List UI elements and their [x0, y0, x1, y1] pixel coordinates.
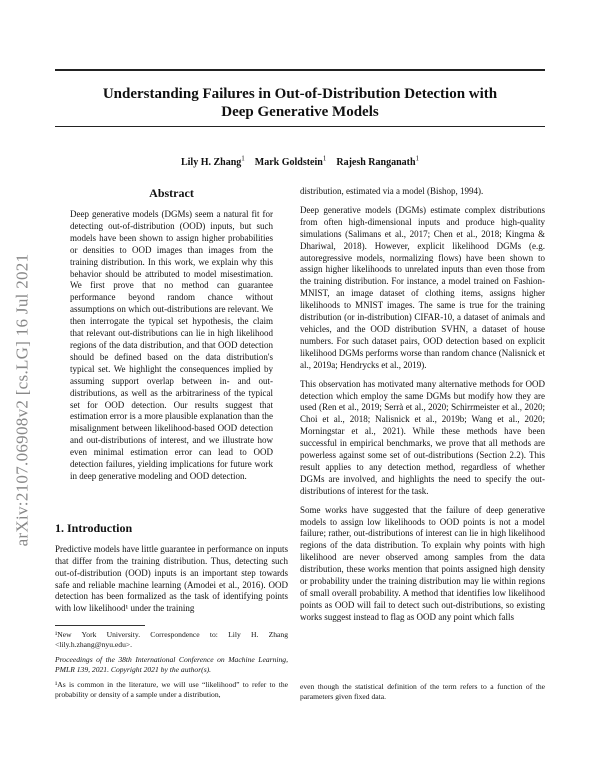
author-3: Rajesh Ranganath$^1$: [336, 155, 420, 169]
author-2: Mark Goldstein$^1$: [254, 155, 327, 169]
footnote-1: ¹As is common in the literature, we will use “likelihood” to refer to the probability or density of a sample under a distribution,: [55, 680, 288, 700]
intro-paragraph-1-cont: distribution, estimated via a model (Bishop, 1994).: [300, 186, 484, 196]
intro-paragraph-2: Deep generative models (DGMs) estimate complex distributions from often high-dimensional inputs and produce high-quality simulations (Salimans et al., 2017; Chen et al., 2018; Kingma & Dhariwal, 2018). However, explicit likelihood DGMs (e.g. autoregressive models, normalizing flows) have been shown to assign higher likelihoods to unrelated inputs than even those from the training distribution. For instance, a model trained on Fashion-MNIST, an image dataset of clothing items, assigns higher likelihoods to MNIST images. The same is true for the training distribution (or in-distribution) CIFAR-10, a dataset of animals and vehicles, and the OOD distribution SVHN, a dataset of house numbers. For such dataset pairs, OOD detection based on explicit likelihood DGMs performs worse than random chance (Nalisnick et al., 2019a; Hendrycks et al., 2019).: [300, 204, 545, 370]
right-column: [300, 186, 545, 631]
title-rule-top: [55, 69, 545, 71]
paper-title: [55, 85, 545, 121]
section-heading-introduction: 1. Introduction: [55, 520, 133, 535]
title-rule-bottom: [55, 126, 545, 127]
author-list: [55, 155, 545, 168]
title-line-1: Understanding Failures in Out-of-Distribution Detection with: [102, 86, 498, 102]
footnote-rule: [55, 625, 145, 626]
intro-paragraph-1: Predictive models have little guarantee in performance on inputs that differ from the training distribution. Thus, detecting such out-of-distribution (OOD) inputs is an important step towards safe and reliable machine learning (Amodei et al., 2016). OOD detection has been formalized as the task of identifying points with low likelihood¹ under the training: [55, 543, 288, 614]
author-1: Lily H. Zhang$^1$: [180, 155, 245, 169]
intro-paragraph-4: Some works have suggested that the failure of deep generative models to assign low likelihoods to OOD points is not a model failure; rather, out-distributions of interest can lie in high likelihood regions of the data distribution. To explain why points with high likelihood are never observed among samples from the data distribution, these works mention that points assigned high density or probability under the training distribution may lie within regions of small overall probability. A method that identifies low likelihood points as OOD will fail to detect such out-distributions, so existing works suggest instead to flag as OOD any point which falls: [300, 504, 545, 622]
footnote-affiliation: ¹New York University. Correspondence to: Lily H. Zhang <lily.h.zhang@nyu.edu>.: [55, 630, 288, 650]
intro-paragraph-3: This observation has motivated many alternative methods for OOD detection which employ the same DGMs but modify how they are used (Ren et al., 2019; Serrà et al., 2020; Schirrmeister et al., 2020; Choi et al., 2018; Nalisnick et al., 2019b; Wang et al., 2020; Morningstar et al., 2021). While these methods have been successful in empirical benchmarks, we prove that all methods are powerless against some set of out-distributions (Section 2.2). This result applies to any detection method, regardless of whether DGMs are involved, and highlights the need to specify the out-distributions of interest for the task.: [300, 378, 545, 496]
proceedings-note: Proceedings of the 38th International Conference on Machine Learning, PMLR 139, 2021. Copyright 2021 by the author(s).: [55, 655, 288, 675]
abstract-text: Deep generative models (DGMs) seem a natural fit for detecting out-of-distribution (OOD) inputs, but such models have been shown to assign higher probabilities or densities to OOD images than images from the training distribution. In this work, we explain why this behavior should be attributed to model misestimation. We first prove that no method can guarantee performance beyond random chance without assumptions on which out-distributions are relevant. We then interrogate the typical set hypothesis, the claim that relevant out-distributions can lie in high likelihood regions of the data distribution, and that OOD detection should be defined based on the data distribution's typical set. We highlight the consequences implied by assuming support overlap between in- and out-distributions, as well as the arbitrariness of the typical set for OOD detection. Our results suggest that estimation error is a more plausible explanation than the misalignment between likelihood-based OOD detection and out-distributions of interest, and we illustrate how even minimal estimation error can lead to OOD detection failures, yielding implications for future work in deep generative modeling and OOD detection.: [70, 209, 273, 481]
arxiv-identifier: arXiv:2107.06908v2 [cs.LG] 16 Jul 2021: [12, 253, 32, 547]
abstract-heading: Abstract: [149, 186, 194, 200]
left-column: [55, 186, 288, 705]
title-line-2: Deep Generative Models: [221, 104, 379, 120]
footnote-1-cont-text: even though the statistical definition of the term refers to a function of the parameters given fixed data.: [300, 682, 545, 701]
footnote-1-continued: [300, 682, 545, 707]
